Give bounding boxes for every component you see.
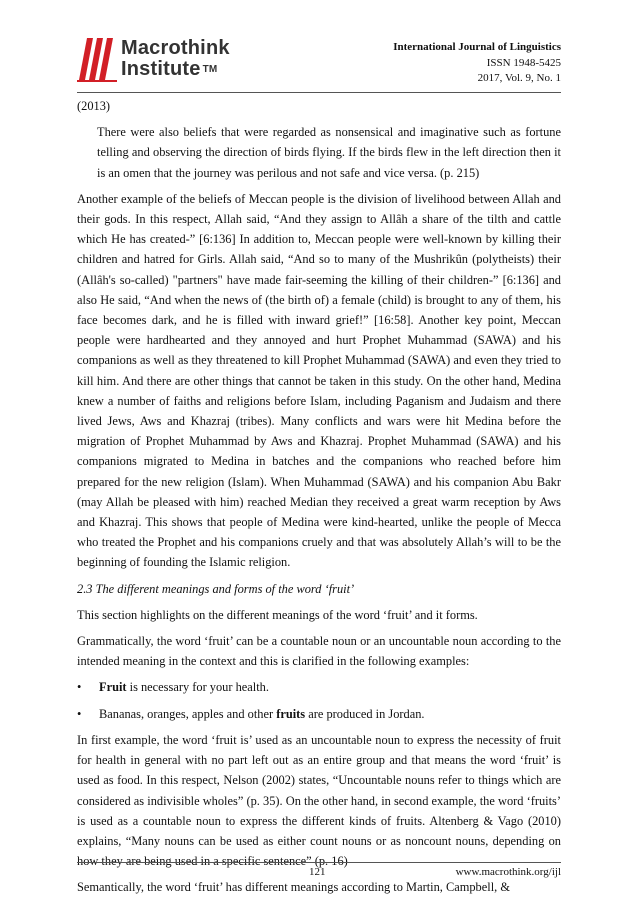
- bullet-icon: •: [77, 680, 82, 695]
- paragraph-2: This section highlights on the different meanings of the word ‘fruit’ and it forms.: [77, 607, 478, 622]
- page-header: [77, 36, 561, 92]
- journal-url: www.macrothink.org/ijl: [455, 866, 561, 878]
- bullet-2-bold: fruits: [276, 706, 306, 721]
- page-footer: [77, 866, 561, 884]
- logo-line-2: [121, 59, 230, 80]
- journal-title: International Journal of Linguistics: [393, 41, 561, 53]
- bullet-1-bold: Fruit: [99, 680, 127, 695]
- bullet-icon: •: [77, 706, 82, 721]
- article-body: [77, 96, 561, 903]
- footer-rule: [77, 862, 561, 863]
- macrothink-logo-icon: [77, 36, 117, 82]
- bullet-item-1: [77, 677, 561, 697]
- journal-info: [393, 40, 561, 87]
- bullet-1-text: is necessary for your health.: [126, 680, 269, 695]
- bullet-item-2: [77, 704, 561, 724]
- header-rule: [77, 92, 561, 93]
- trademark-mark: TM: [202, 64, 218, 75]
- journal-issn: ISSN 1948-5425: [486, 56, 561, 69]
- logo-line-2-text: Institute: [121, 58, 201, 80]
- logo-wordmark: [121, 38, 230, 80]
- section-heading: 2.3 The different meanings and forms of the word ‘fruit’: [77, 581, 355, 596]
- paragraph-4: In first example, the word ‘fruit is’ used as an uncountable noun to express the necessity of fruit for health in general with no part left out as an entire group and that means the word ‘fruit’ is used as food. In this respect, Nelson (2002) states, “Uncountable nouns refer to things which are considered as indivisible wholes” (p. 35). On the other hand, in second example, the word ‘fruits’ is used as a countable noun to express the different kinds of fruits. Altenberg & Vago (2010) explains, “Many nouns can be used as either count nouns or as noncount nouns, depending on: [77, 732, 561, 848]
- paragraph-5: Semantically, the word ‘fruit’ has different meanings according to Martin, Campbell, &: [77, 880, 510, 895]
- paragraph-3: Grammatically, the word ‘fruit’ can be a countable noun or an uncountable noun according to the intended meaning in the context and this is clarified in the following examples:: [77, 634, 561, 669]
- bullet-2-post: are produced in Jordan.: [305, 706, 425, 721]
- page-number: 121: [309, 866, 326, 878]
- citation-year: (2013): [77, 99, 111, 113]
- bullet-2-pre: Bananas, oranges, apples and other: [99, 706, 277, 721]
- publisher-logo: [77, 36, 257, 86]
- logo-line-1: Macrothink: [121, 37, 230, 59]
- block-quote: There were also beliefs that were regarded as nonsensical and imaginative such as fortune telling and observing the direction of birds flying. If the birds flew in the left direction then it is an omen that the journey was perilous and not safe and vice versa. (p. 215): [97, 125, 561, 180]
- journal-volume: 2017, Vol. 9, No. 1: [477, 72, 561, 84]
- paragraph-1: Another example of the beliefs of Meccan people is the division of livelihood between Allah and their gods. In this respect, Allah said, “And they assign to Allâh a share of the tilth and cattle which He has created-” [6:136] In addition to, Meccan people were well-known by killing their children and hatred for Girls. Allah said, “And so to many of the Mushrikûn (polytheists) their (Allâh's so-called) "partners" have made fair-seeming the killing of their children-” [6:136] and also He said, “And when the news of (the birth of) a female (child) is brought to any of them, his face becomes dark, and he is filled with inward grief!” [16:58]. Another key point, Meccan people were hardhearted and they annoyed and hurt Prophet Muhammad (SAWA) and his companions as well as they threatened to kill Prophet Muhammad (SAWA) and even they tried to kill him. And there are other things that cannot be taken in this study. On the other hand, Medina knew a number of faiths and religions before Islam, including Paganism and Judaism and there lived Jews, Aws and Khazraj (tribes). Many conflicts and wars were hit Medina before the migration of Prophet Muhammad by Aws and Khazraj. Prophet Muhammad (SAWA) and his companions migrated to Medina in batches and the companions who reached before him prepared for the new religion (Islam). When Muhammad (SAWA) and his companion Abu Bakr (may Allah be pleased with him) reached Median they received a great warm reception by Aws and Khazraj. This shows that people of Medina were kind-hearted, unlike the people of Mecca who treated the Prophet and his companions cruely and that was absolutely Allah’s will to be the beginning of founding the Islamic religion.: [77, 191, 561, 570]
